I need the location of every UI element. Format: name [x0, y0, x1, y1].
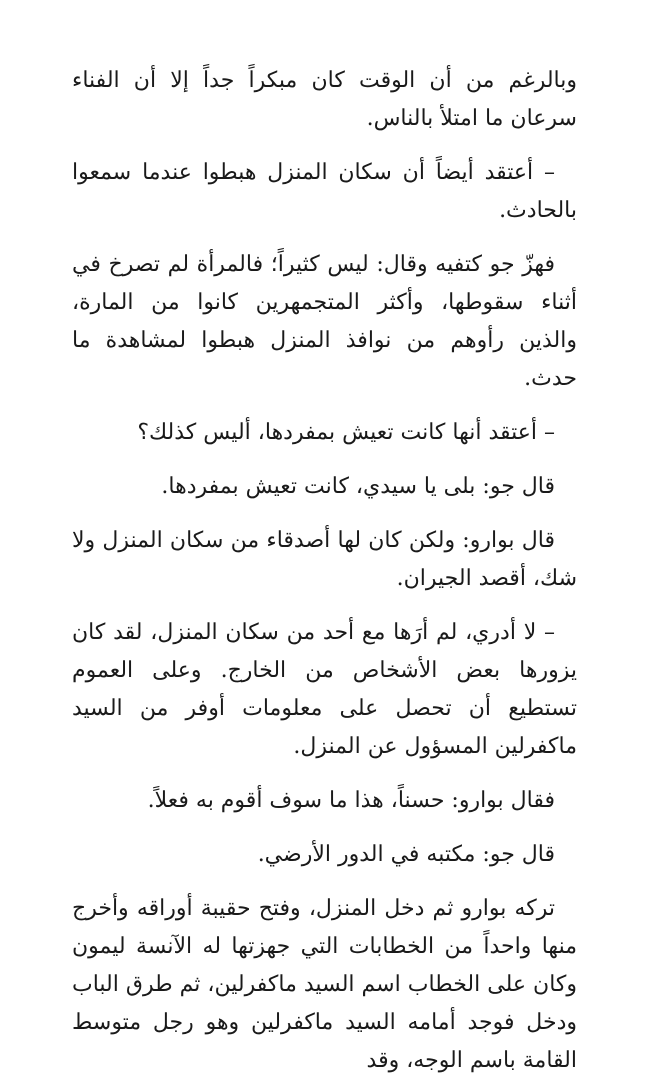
paragraph-6: قال بوارو: ولكن كان لها أصدقاء من سكان المنزل ولا شك، أقصد الجيران. — [72, 528, 577, 591]
paragraph-3: فهزّ جو كتفيه وقال: ليس كثيراً؛ فالمرأة لم تصرخ في أثناء سقوطها، وأكثر المتجمهرين كانوا من المارة، والذين رأوهم من نوافذ المنزل هبطوا لمشاهدة ما حدث. — [72, 252, 577, 391]
paragraph-10: تركه بوارو ثم دخل المنزل، وفتح حقيبة أوراقه وأخرج منها واحداً من الخطابات التي جهزتها له الآنسة ليمون وكان على الخطاب اسم السيد ماكفرلين، ثم طرق الباب ودخل فوجد أمامه السيد ماكفرلين وهو رجل متوسط القامة باسم الوجه، وقد — [72, 896, 577, 1073]
paragraph-8: فقال بوارو: حسناً، هذا ما سوف أقوم به فعلاً. — [147, 788, 555, 813]
paragraph-2: – أعتقد أيضاً أن سكان المنزل هبطوا عندما سمعوا بالحادث. — [72, 160, 577, 223]
paragraph-9: قال جو: مكتبه في الدور الأرضي. — [257, 842, 555, 867]
paragraph-1: وبالرغم من أن الوقت كان مبكراً جداً إلا أن الفناء سرعان ما امتلأ بالناس. — [72, 68, 577, 131]
paragraph-4: – أعتقد أنها كانت تعيش بمفردها، أليس كذلك؟ — [137, 420, 555, 445]
paragraph-7: – لا أدري، لم أرَها مع أحد من سكان المنزل، لقد كان يزورها بعض الأشخاص من الخارج. وعلى العموم تستطيع أن تحصل على معلومات أوفر من السيد ماكفرلين المسؤول عن المنزل. — [72, 620, 577, 759]
paragraph-5: قال جو: بلى يا سيدي، كانت تعيش بمفردها. — [161, 474, 555, 499]
